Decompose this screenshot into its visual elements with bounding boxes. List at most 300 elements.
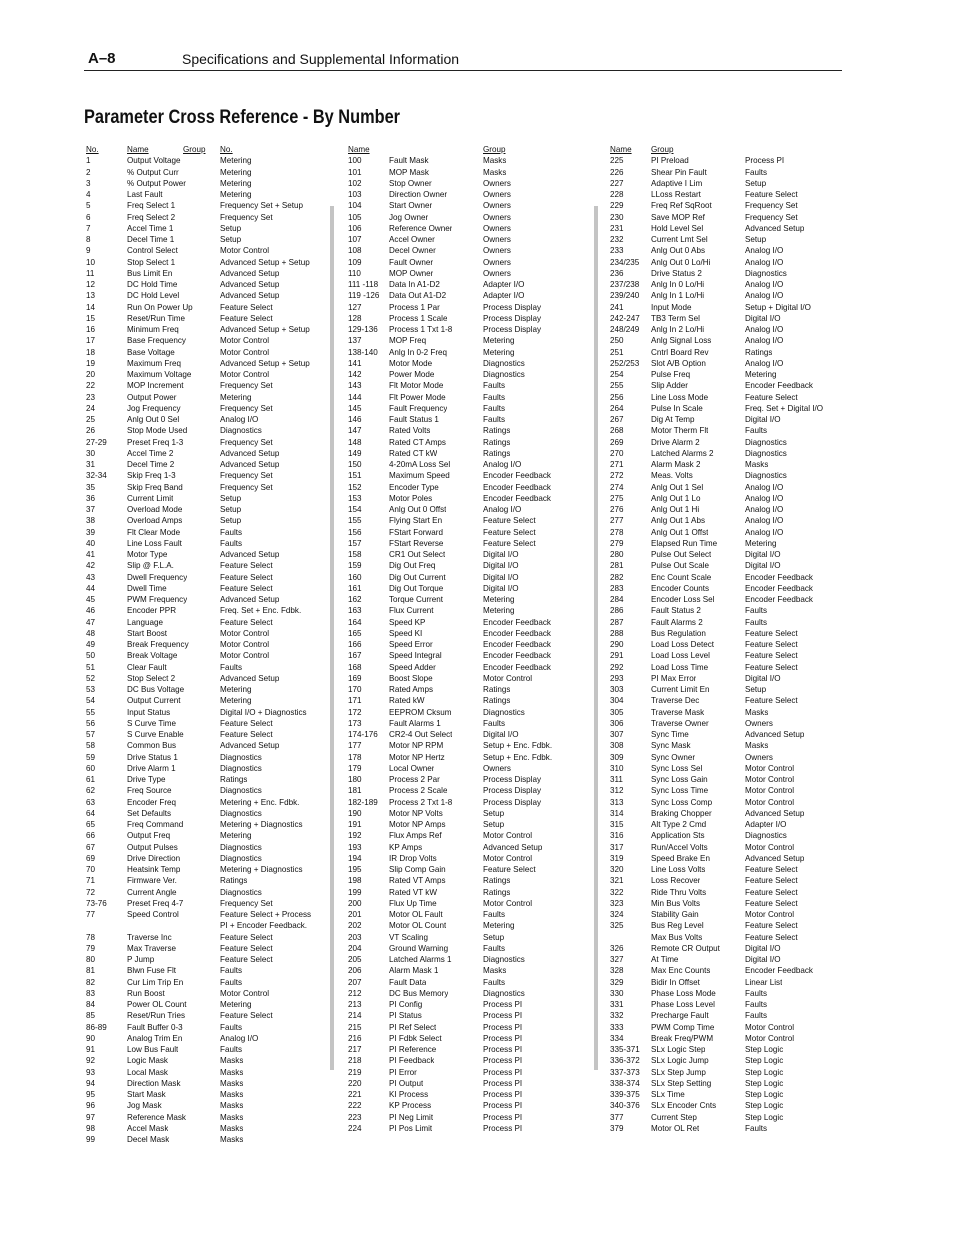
table-row [610,290,842,301]
param-number: 165 [348,628,362,638]
param-number: 81 [86,966,96,976]
table-row [86,392,332,403]
param-name: Output Pulses [127,842,178,852]
param-number: 7 [86,223,91,233]
param-group: Metering [220,1000,252,1009]
table-row [610,212,842,223]
param-name: Rated Amps [389,685,434,694]
param-group: Encoder Feedback [483,482,551,492]
param-group: Process PI [483,1101,523,1111]
param-group: Analog I/O [220,1033,259,1043]
param-group: Feature Select [745,392,798,402]
param-name: Stop Select 1 [127,257,176,267]
param-number: 226 [610,167,624,177]
param-group: Setup [220,516,242,526]
table-row [610,302,842,313]
table-row [348,335,594,346]
param-name: Slip Adder [651,381,688,391]
param-number: 231 [610,223,624,233]
param-group: Feature Select [745,898,798,908]
param-group: Frequency Set [745,201,798,211]
table-row [610,414,842,425]
table-row [86,954,332,965]
param-number: 325 [610,921,624,931]
param-number: 172 [348,707,362,717]
param-group: Feature Select [483,865,536,874]
param-number: 128 [348,313,362,323]
param-name: Dig Out Torque [389,583,444,593]
table-row [86,212,332,223]
param-number: 234/235 [610,257,640,267]
param-name: SLx Logic Jump [651,1056,709,1066]
param-name: SLx Encoder Cnts [651,1101,717,1111]
param-number: 5 [86,201,91,211]
param-number: 66 [86,831,96,841]
table-row [86,752,332,763]
param-name: Freq Ref SqRoot [651,201,712,211]
param-group: Process Display [483,325,542,334]
param-number: 26 [86,426,96,436]
table-row [86,774,332,785]
param-group: Frequency Set [745,212,798,222]
param-group: Feature Select [745,628,798,638]
param-number: 321 [610,876,624,886]
param-group: Faults [483,415,506,424]
param-name: Current Limit En [651,685,710,694]
param-number: 107 [348,235,362,244]
param-name: Fault Owner [389,257,434,267]
param-group: Motor Control [745,797,795,807]
param-group: Process Display [483,302,542,312]
table-row [348,527,594,538]
param-number: 73-76 [86,898,107,908]
param-group: Faults [220,538,243,548]
parameter-rows [610,155,842,1134]
table-row [86,482,332,493]
param-group: Feature Select [745,876,798,886]
param-name: Anlg Out 1 Abs [651,516,705,526]
param-number: 168 [348,662,362,672]
table-row [610,392,842,403]
param-name: Accel Time 1 [127,223,174,233]
page-number: A–8 [88,50,116,67]
param-group: Faults [220,662,243,672]
param-name: KP Amps [389,842,423,852]
table-row [348,178,594,189]
table-row [348,842,594,853]
table-row [610,380,842,391]
param-number: 108 [348,246,362,256]
param-name: Stop Select 2 [127,673,176,683]
param-group: Feature Select [483,527,536,537]
table-row [86,932,332,943]
param-name: Anlg In 1 Lo/Hi [651,291,705,301]
param-name: Pulse Freq [651,370,691,379]
param-name: Common Bus [127,741,177,751]
param-name: Accel Mask [127,1123,169,1133]
param-name: At Time [651,955,679,964]
param-number: 269 [610,437,624,447]
param-group: Masks [483,966,507,976]
param-name: Traverse Owner [651,718,709,728]
param-group: Analog I/O [745,527,784,537]
param-name: Rated VT Amps [389,876,446,886]
param-number: 94 [86,1078,96,1088]
table-row [86,369,332,380]
param-name: Flt Clear Mode [127,527,181,537]
param-name: MOP Freq [389,336,427,346]
param-name: Decel Owner [389,246,436,256]
param-number: 144 [348,392,362,402]
table-row [610,695,842,706]
table-row [348,437,594,448]
param-group: Digital I/O [483,730,519,739]
param-number: 200 [348,898,362,908]
table-row [348,493,594,504]
param-number: 322 [610,887,624,897]
param-name: Language [127,617,164,627]
param-group: Ratings [745,347,773,357]
table-row [610,662,842,673]
param-group: Metering [220,156,252,166]
param-name: CR1 Out Select [389,550,446,559]
table-row [348,808,594,819]
param-group: Digital I/O + Diagnostics [220,707,307,717]
param-number: 50 [86,651,96,661]
param-number: 84 [86,1000,96,1009]
param-number: 6 [86,212,91,222]
param-number: 13 [86,291,96,301]
table-row [348,257,594,268]
table-row [86,920,332,931]
param-number: 277 [610,516,624,526]
param-group: Setup [483,820,505,829]
param-group: Process Display [483,313,542,323]
table-row [348,943,594,954]
table-row [348,212,594,223]
table-row [348,572,594,583]
param-number: 332 [610,1011,624,1021]
table-row [348,279,594,290]
param-name: Pulse In Scale [651,403,703,413]
param-number: 276 [610,505,624,514]
table-row [86,617,332,628]
param-number: 65 [86,820,96,829]
param-number: 198 [348,876,362,886]
param-group: Encoder Feedback [483,651,551,661]
param-group: Owners [483,201,511,211]
table-row [348,1010,594,1021]
param-group: Feature Select [745,865,798,874]
param-number: 53 [86,685,96,694]
param-group: Setup [483,808,505,818]
parameter-rows [348,155,594,1134]
table-row [348,785,594,796]
param-number: 275 [610,493,624,503]
table-row [610,707,842,718]
param-number: 59 [86,752,96,762]
param-name: LLoss Restart [651,190,701,199]
param-name: Current Step [651,1112,697,1122]
param-number: 190 [348,808,362,818]
param-group: Metering [483,336,515,346]
param-name: Speed Integral [389,651,442,661]
param-group: Owners [483,763,511,773]
param-group: Process PI [483,1033,523,1043]
table-row [610,740,842,751]
table-row [86,797,332,808]
param-number: 60 [86,763,96,773]
param-number: 86-89 [86,1022,107,1032]
param-group: Faults [745,426,768,436]
param-name: Fault Status 2 [651,606,701,616]
param-number: 317 [610,842,624,852]
param-group: Metering [220,167,252,177]
param-number: 39 [86,527,96,537]
table-row [348,797,594,808]
param-group: Feature Select [220,617,273,627]
param-group: Advanced Setup [745,730,805,739]
param-name: Clear Fault [127,662,167,672]
table-row [610,684,842,695]
param-name: Anlg Out 1 Lo [651,493,701,503]
param-name: Drive Direction [127,853,181,863]
param-group: Encoder Feedback [483,628,551,638]
param-number: 181 [348,786,362,796]
param-group: Process PI [483,1000,523,1009]
table-row [86,1123,332,1134]
param-number: 179 [348,763,362,773]
param-number: 233 [610,246,624,256]
param-number: 338-374 [610,1078,640,1088]
running-header [88,50,842,72]
param-group: Metering [483,606,515,616]
param-number: 323 [610,898,624,908]
table-row [348,470,594,481]
param-name: Start Boost [127,628,168,638]
param-name: Flt Motor Mode [389,381,444,391]
param-name: Load Loss Level [651,651,710,661]
param-group: Feature Select + Process [220,910,312,919]
param-name: Line Loss Mode [651,392,709,402]
table-row [348,662,594,673]
param-group: Digital I/O [483,583,519,593]
param-name: Input Mode [651,302,692,312]
param-number: 178 [348,752,362,762]
param-name: Line Loss Fault [127,538,182,548]
param-group: Advanced Setup [745,223,805,233]
param-number: 174-176 [348,730,378,739]
table-row [610,729,842,740]
param-name: Speed Adder [389,662,436,672]
table-row [86,167,332,178]
param-number: 92 [86,1056,96,1066]
param-number: 159 [348,561,362,571]
table-row [610,437,842,448]
param-name: Accel Owner [389,235,435,244]
param-name: Dig Out Freq [389,561,436,571]
param-number: 311 [610,775,623,784]
table-row [86,943,332,954]
param-group: Frequency Set [220,437,273,447]
param-group: Advanced Setup [220,673,280,683]
table-row [348,673,594,684]
param-name: Motor NP Amps [389,820,446,829]
param-number: 314 [610,808,624,818]
param-name: Sync Loss Time [651,786,709,796]
table-row [610,335,842,346]
param-group: Advanced Setup [745,853,805,863]
table-row [348,245,594,256]
param-group: Metering [220,685,252,694]
param-number: 167 [348,651,362,661]
param-number: 221 [348,1090,362,1099]
param-name: VT Scaling [389,932,428,942]
table-row [86,819,332,830]
param-number: 204 [348,943,362,953]
param-number: 195 [348,865,362,874]
table-row [610,943,842,954]
param-group: Frequency Set [220,381,273,391]
table-row [348,515,594,526]
param-group: Motor Control [220,640,270,649]
table-row [348,875,594,886]
param-name: Analog Trim En [127,1033,183,1043]
table-row [610,470,842,481]
param-number: 77 [86,910,96,919]
param-name: Base Voltage [127,347,175,357]
param-group: Frequency Set [220,471,273,481]
param-name: Drive Alarm 1 [127,763,176,773]
param-name: Direction Owner [389,190,448,199]
param-group: Encoder Feedback [745,572,813,582]
table-row [86,729,332,740]
param-group: Process PI [483,1090,523,1099]
table-row [348,290,594,301]
param-number: 170 [348,685,362,694]
param-group: Motor Control [745,1022,795,1032]
param-name: Phase Loss Level [651,1000,715,1009]
param-number: 161 [348,583,362,593]
param-name: DC Bus Voltage [127,685,185,694]
param-name: Skip Freq 1-3 [127,471,176,481]
table-row [86,403,332,414]
param-number: 309 [610,752,624,762]
param-name: Preset Freq 4-7 [127,898,184,908]
param-name: Traverse Mask [651,707,705,717]
table-row [86,594,332,605]
param-number: 271 [610,460,624,469]
parameter-rows [86,155,332,1145]
param-number: 146 [348,415,362,424]
table-row [610,605,842,616]
param-name: Meas. Volts [651,471,693,481]
param-number: 9 [86,246,91,256]
table-row [610,572,842,583]
table-row [610,549,842,560]
param-name: Fault Buffer 0-3 [127,1022,183,1032]
table-row [86,740,332,751]
param-group: Metering [483,921,515,931]
param-name: Run/Accel Volts [651,842,708,852]
param-number: 14 [86,302,96,312]
param-name: Max Bus Volts [651,932,703,942]
param-number: 193 [348,842,362,852]
param-group: Diagnostics [745,471,787,481]
param-name: Dig At Temp [651,415,695,424]
param-group: Digital I/O [483,550,519,559]
param-group: Digital I/O [745,550,781,559]
param-number: 304 [610,696,624,706]
param-group: Masks [745,707,769,717]
param-group: Setup [220,223,242,233]
param-group: Freq. Set + Digital I/O [745,403,824,413]
param-name: Stop Owner [389,178,432,188]
param-number: 129-136 [348,325,378,334]
param-group: Diagnostics [220,887,262,897]
param-number: 32-34 [86,471,107,481]
param-number: 324 [610,910,624,919]
param-number: 142 [348,370,362,379]
table-row [348,1089,594,1100]
table-row [610,954,842,965]
param-group: Feature Select [745,190,798,199]
param-group: Adapter I/O [483,291,525,301]
table-row [86,718,332,729]
param-group: Faults [483,403,506,413]
param-group: Masks [220,1123,244,1133]
param-number: 158 [348,550,362,559]
param-group: Advanced Setup + Setup [220,358,310,368]
param-name: KI Process [389,1090,429,1099]
table-row [348,223,594,234]
table-row [610,482,842,493]
table-row [610,358,842,369]
table-row [86,155,332,166]
param-name: Decel Mask [127,1135,170,1144]
param-group: Diagnostics [483,707,525,717]
param-name: Run Boost [127,988,165,998]
param-number: 1 [86,156,91,166]
table-row [610,403,842,414]
param-name: % Output Power [127,178,186,188]
param-name: Freq Command [127,820,184,829]
param-name: FStart Forward [389,527,443,537]
table-row [86,695,332,706]
param-group: Frequency Set [220,403,273,413]
param-group: Owners [483,190,511,199]
param-number: 283 [610,583,624,593]
param-number: 334 [610,1033,624,1043]
table-row [86,988,332,999]
param-group: Masks [483,156,507,166]
param-group: Frequency Set + Setup [220,201,304,211]
param-number: 326 [610,943,624,953]
table-row [86,1067,332,1078]
param-name: PWM Comp Time [651,1022,715,1032]
table-row [348,302,594,313]
param-group: Feature Select [745,640,798,649]
param-name: Latched Alarms 1 [389,955,452,964]
table-row [610,493,842,504]
param-group: Frequency Set [220,482,273,492]
table-row [610,1033,842,1044]
param-group: Process PI [483,1056,523,1066]
param-group: Ratings [483,696,511,706]
change-bar [594,206,598,1070]
table-row [348,1067,594,1078]
param-group: Feature Select [745,887,798,897]
